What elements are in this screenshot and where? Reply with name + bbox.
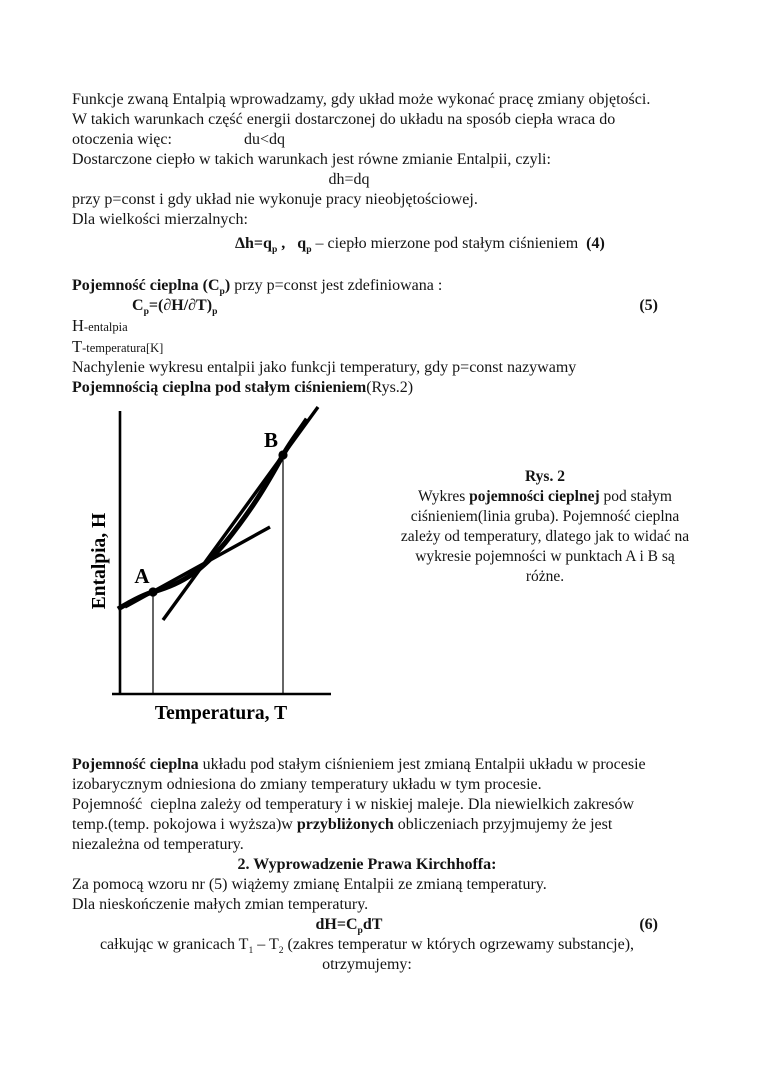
y-axis-label: Entalpia, H: [89, 512, 110, 610]
para3-line-2: izobarycznym odniesiona do zmiany temperatury układu w tym procesie.: [72, 776, 542, 793]
eq5-body: =(∂H/∂T): [148, 297, 213, 314]
equation-4: [72, 234, 662, 254]
x-axis-label: Temperatura, T: [154, 703, 288, 724]
para3-line-4: [72, 815, 662, 835]
para3-l1-rest: układu pod stałym ciśnieniem jest zmianą Entalpii układu w procesie: [198, 756, 646, 773]
k-l3-b: – T: [253, 936, 279, 953]
eq6-sub-p: p: [357, 925, 363, 937]
intro-line-6: przy p=const i gdy układ nie wykonuje pracy nieobjętościowej.: [72, 191, 478, 208]
kirchhoff-line-4: otrzymujemy:: [322, 956, 412, 973]
eq4-number: (4): [586, 235, 605, 252]
definition-h-text: -entalpia: [83, 320, 128, 334]
para3-line-3: Pojemność cieplna zależy od temperatury i w niskiej maleje. Dla niewielkich zakresów: [72, 796, 635, 813]
intro-line-7: Dla wielkości mierzalnych:: [72, 211, 248, 228]
point-a-dot: [148, 587, 157, 596]
definition-h: [72, 316, 662, 337]
figure-rys2-chart: [85, 403, 337, 735]
caption-line-3: zależy od temperatury, dlatego jak to widać na: [400, 528, 690, 545]
kirchhoff-line-3: [72, 935, 662, 955]
cp-def-sub: p: [219, 286, 225, 298]
eq5-sub-p2: p: [212, 306, 218, 318]
caption-l1-c: pod stałym: [599, 488, 672, 505]
caption-line-5: różne.: [525, 568, 565, 585]
eq6-rhs: dT: [362, 916, 383, 933]
point-a-label: A: [134, 564, 150, 588]
section-heading-kirchhoff: 2. Wyprowadzenie Prawa Kirchhoffa:: [237, 856, 497, 873]
intro-line-1: Funkcje zwaną Entalpią wprowadzamy, gdy układ może wykonać pracę zmiany objętości.: [72, 91, 651, 108]
k-l3-c: (zakres temperatur w których ogrzewamy substancje),: [283, 936, 635, 953]
caption-l1-bold: pojemności cieplnej: [469, 488, 600, 505]
intro-line-3-label: otoczenia więc:: [72, 131, 172, 148]
caption-l1-a: Wykres: [418, 488, 470, 505]
eq5-number: (5): [639, 297, 658, 314]
eq5-sub-p1: p: [143, 306, 149, 318]
eq4-sub-p1: p: [271, 244, 278, 256]
kirchhoff-line-2: Dla nieskończenie małych zmian temperatury.: [72, 896, 369, 913]
equation-6: [72, 915, 662, 935]
para3-line-5: niezależna od temperatury.: [72, 836, 244, 853]
figure-caption: [378, 467, 712, 587]
cp-def-bold-close: ): [224, 277, 231, 294]
caption-line-1: [378, 487, 712, 507]
eq5-c: C: [132, 297, 144, 314]
equation-du-dq: du<dq: [243, 131, 285, 148]
cp-def-line: [72, 276, 662, 296]
eq4-comma-q: , q: [277, 235, 307, 252]
para3-l4-a: temp.(temp. pokojowa i wyższa)w: [72, 816, 297, 833]
nachylenie-rys-ref: (Rys.2): [366, 379, 414, 396]
equation-5: [72, 296, 662, 316]
intro-paragraph: [72, 90, 662, 254]
symbol-h: H: [72, 316, 84, 335]
para3-l4-c: obliczeniach przyjmujemy że jest: [393, 816, 613, 833]
eq6-lhs: dH=C: [315, 916, 358, 933]
para3-l4-bold: przybliżonych: [296, 816, 394, 833]
nachylenie-bold: Pojemnością cieplna pod stałym ciśnieniem: [72, 379, 367, 396]
caption-title: Rys. 2: [525, 468, 565, 485]
k-l3-sub2: 2: [278, 945, 284, 957]
eq4-description: – ciepło mierzone pod stałym ciśnieniem: [311, 235, 587, 252]
para3-line-1: [72, 755, 662, 775]
eq6-number: (6): [639, 916, 658, 933]
equation-dh-dq: dh=dq: [328, 171, 370, 188]
intro-line-4: Dostarczone ciepło w takich warunkach jest równe zmianie Entalpii, czyli:: [72, 151, 551, 168]
cp-definition-block: [72, 276, 662, 398]
point-b-dot: [278, 450, 287, 459]
cp-def-bold: Pojemność cieplna (C: [72, 277, 220, 294]
definition-t-text: -temperatura[K]: [82, 341, 164, 355]
definition-t: [72, 337, 662, 358]
eq4-sub-p2: p: [306, 244, 312, 256]
k-l3-a: całkując w granicach T: [99, 936, 249, 953]
intro-line-2: W takich warunkach część energii dostarczonej do układu na sposób ciepła wraca do: [72, 111, 616, 128]
nachylenie-line-2: [72, 378, 662, 398]
cp-def-rest: przy p=const jest zdefiniowana :: [230, 277, 443, 294]
kirchhoff-line-1: Za pomocą wzoru nr (5) wiążemy zmianę Entalpii ze zmianą temperatury.: [72, 876, 547, 893]
intro-line-3: [72, 130, 662, 150]
eq4-lhs: Δh=q: [235, 235, 272, 252]
caption-line-4: wykresie pojemności w punktach A i B są: [415, 548, 675, 565]
point-b-label: B: [263, 428, 279, 452]
caption-line-2: ciśnieniem(linia gruba). Pojemność cieplna: [410, 508, 680, 525]
para3-bold: Pojemność cieplna: [72, 756, 199, 773]
bottom-block: [72, 755, 662, 975]
k-l3-sub1: 1: [248, 945, 254, 957]
symbol-t: T: [72, 337, 83, 356]
nachylenie-line-1: Nachylenie wykresu entalpii jako funkcji temperatury, gdy p=const nazywamy: [72, 359, 577, 376]
